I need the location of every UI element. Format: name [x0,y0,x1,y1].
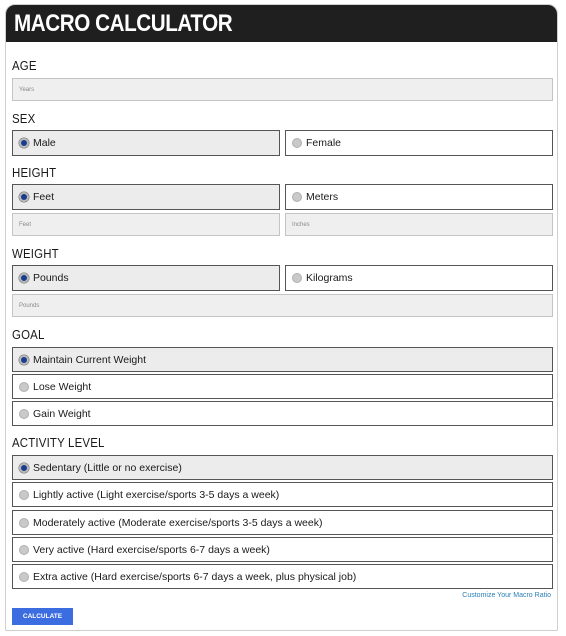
activity-label: ACTIVITY LEVEL [12,435,105,450]
activity-option-label: Sedentary (Little or no exercise) [33,461,182,474]
activity-option-label: Moderately active (Moderate exercise/sports 3-5 days a week) [33,516,323,529]
activity-option-label: Extra active (Hard exercise/sports 6-7 days a week, plus physical job) [33,570,357,583]
goal-option-label: Maintain Current Weight [33,353,147,366]
height-unit-feet[interactable] [12,184,280,210]
goal-option-lose[interactable] [12,374,553,399]
sex-label: SEX [12,111,36,126]
radio-unselected-icon [19,409,29,419]
height-inches-input[interactable]: Inches [285,213,553,236]
weight-unit-label: Pounds [33,272,69,284]
customize-macro-ratio-link[interactable]: Customize Your Macro Ratio [462,592,551,599]
activity-option-extra-active[interactable] [12,564,553,589]
activity-option-lightly-active[interactable] [12,482,553,507]
radio-selected-icon [19,138,29,148]
radio-selected-icon [19,273,29,283]
height-unit-meters[interactable] [285,184,553,210]
radio-unselected-icon [19,518,29,528]
weight-unit-pounds[interactable] [12,265,280,291]
age-input[interactable]: Years [12,78,553,101]
page-title: MACRO CALCULATOR [14,10,233,37]
activity-option-sedentary[interactable] [12,455,553,480]
weight-unit-kilograms[interactable] [285,265,553,291]
goal-label: GOAL [12,327,45,342]
goal-option-label: Lose Weight [33,380,92,393]
sex-option-label: Male [33,137,56,149]
calculate-button[interactable]: CALCULATE [12,608,73,625]
height-feet-input[interactable]: Feet [12,213,280,236]
goal-option-maintain[interactable] [12,347,553,372]
activity-option-label: Very active (Hard exercise/sports 6-7 days a week) [33,543,270,556]
weight-input[interactable]: Pounds [12,294,553,317]
radio-unselected-icon [292,138,302,148]
radio-selected-icon [19,192,29,202]
weight-unit-label: Kilograms [306,272,353,284]
sex-option-male[interactable] [12,130,280,156]
header-bar [6,5,557,42]
activity-option-moderately-active[interactable] [12,510,553,535]
height-unit-label: Meters [306,191,339,203]
macro-calculator-card [5,4,558,631]
height-label: HEIGHT [12,165,57,180]
activity-option-label: Lightly active (Light exercise/sports 3-5 days a week) [33,488,280,501]
sex-option-label: Female [306,137,342,149]
radio-unselected-icon [292,192,302,202]
radio-unselected-icon [19,490,29,500]
radio-unselected-icon [19,545,29,555]
activity-option-very-active[interactable] [12,537,553,562]
age-label: AGE [12,58,37,73]
radio-unselected-icon [19,572,29,582]
radio-unselected-icon [292,273,302,283]
goal-option-label: Gain Weight [33,407,91,420]
radio-unselected-icon [19,382,29,392]
height-unit-label: Feet [33,191,55,203]
radio-selected-icon [19,355,29,365]
weight-label: WEIGHT [12,246,59,261]
sex-option-female[interactable] [285,130,553,156]
goal-option-gain[interactable] [12,401,553,426]
radio-selected-icon [19,463,29,473]
